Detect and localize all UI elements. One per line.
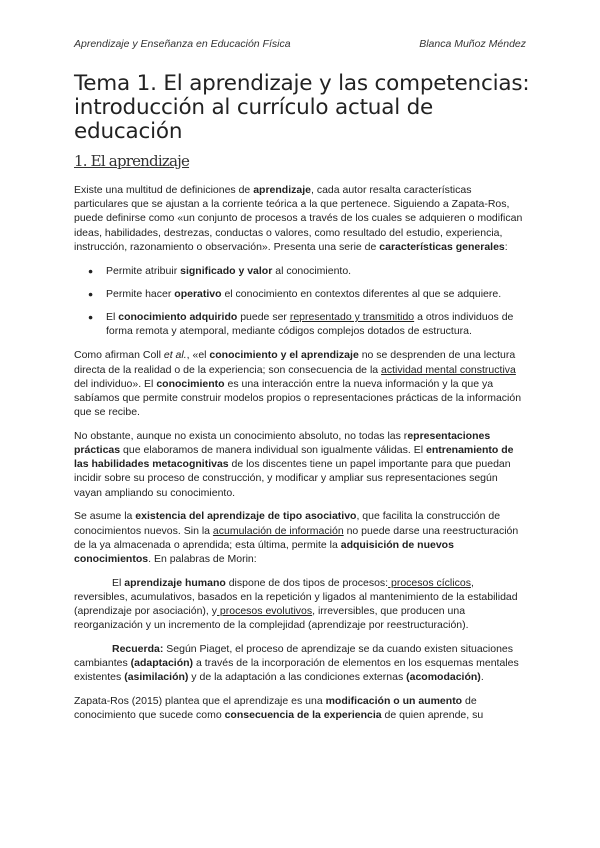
section-heading: 1. El aprendizaje xyxy=(74,152,190,170)
paragraph-metacognition: No obstante, aunque no exista un conocimiento absoluto, no todas las representaciones prácticas que elaboramos de manera individual son igualmente válidas. El entrenamiento de las habilidades metacognitivas de los discentes tiene un papel importante para que puedan incidir sobre su proceso de construcción, y modificar y ampliar sus representaciones según vayan ampliando su conocimiento. xyxy=(74,429,514,499)
list-item: ● El conocimiento adquirido puede ser representado y transmitido a otros individuos de forma remota y atemporal, mediante códigos complejos dotados de estructura. xyxy=(106,310,528,338)
header-author: Blanca Muñoz Méndez xyxy=(419,38,526,50)
paragraph-zapata: Zapata-Ros (2015) plantea que el aprendizaje es una modificación o un aumento de conocimiento que sucede como consecuencia de la experiencia de quien aprende, su xyxy=(74,695,484,722)
quote-morin: El aprendizaje humano dispone de dos tipos de procesos: procesos cíclicos, reversibles, acumulativos, basados en la repetición y ligados al mantenimiento de la estabilidad (aprendizaje por asociación), y procesos evolutivos, irreversibles, que producen una reorganización y un incremento de la complejidad (aprendizaje por reestructuración). xyxy=(74,576,518,632)
document-title: Tema 1. El aprendizaje y las competencias: introducción al currículo actual de educación xyxy=(74,71,530,144)
list-item: ● Permite atribuir significado y valor al conocimiento. xyxy=(106,264,528,278)
document-body xyxy=(74,183,528,732)
paragraph-associative: Se asume la existencia del aprendizaje de tipo asociativo, que facilita la construcción de conocimientos nuevos. Sin la acumulación de información no puede darse una reestructuración de la ya almacenada o aprendida; esta última, permite la adquisición de nuevos conocimientos. En palabras de Morin: xyxy=(74,510,519,565)
characteristics-list xyxy=(74,264,528,339)
page-header xyxy=(74,38,526,50)
list-item: ● Permite hacer operativo el conocimiento en contextos diferentes al que se adquiere. xyxy=(106,287,528,301)
paragraph-coll: Como afirman Coll et al., «el conocimiento y el aprendizaje no se desprenden de una lectura directa de la realidad o de la experiencia; son consecuencia de la actividad mental constructiva del individuo». El conocimiento es una interacción entre la nueva información y la que ya sabíamos que permite construir modelos propios o representaciones prácticas de la información que se recibe. xyxy=(74,349,522,419)
header-course: Aprendizaje y Enseñanza en Educación Física xyxy=(74,38,291,50)
note-piaget: Recuerda: Según Piaget, el proceso de aprendizaje se da cuando existen situaciones cambiantes (adaptación) a través de la incorporación de elementos en los esquemas mentales existentes (asimilación) y de la adaptación a las condiciones externas (acomodación). xyxy=(74,642,519,684)
paragraph-definitions: Existe una multitud de definiciones de aprendizaje, cada autor resalta características particulares que se ajustan a la corriente teórica a la que pertenece. Siguiendo a Zapata-Ros, puede definirse como «un conjunto de procesos a través de los cuales se adquieren o modifican ideas, habilidades, destrezas, conductas o valores, como resultado del estudio, experiencia, instrucción, razonamiento o observación». Presenta una serie de características generales: xyxy=(74,184,523,253)
